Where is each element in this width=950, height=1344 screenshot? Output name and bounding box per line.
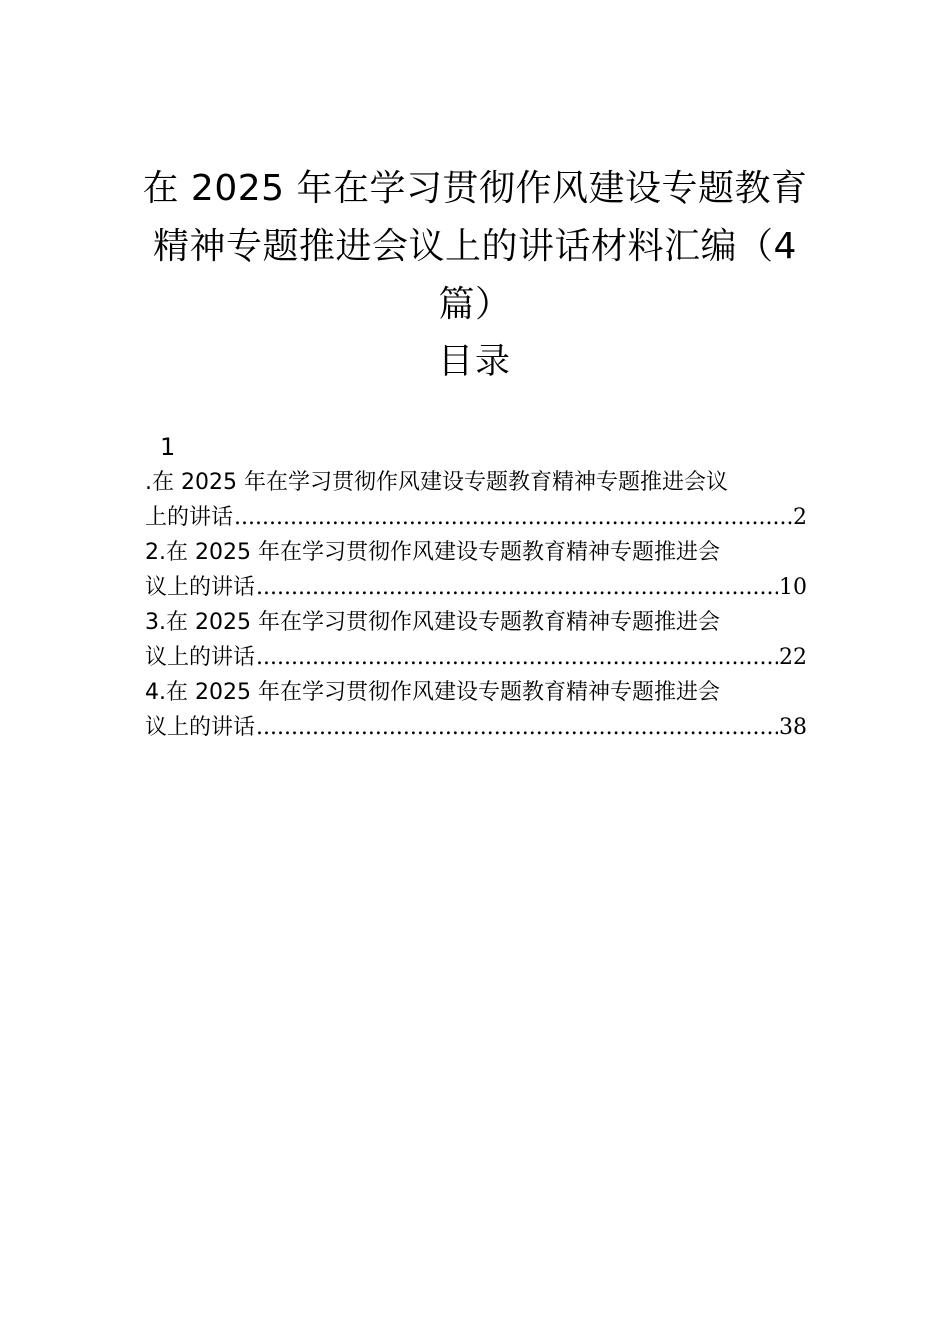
toc-page-number: 38: [779, 715, 807, 740]
toc-dot-leader: [256, 570, 778, 605]
toc-page-number: 22: [779, 645, 807, 670]
toc-entry-number: 1: [160, 433, 176, 461]
toc-page-number: 10: [779, 575, 807, 600]
toc-entry-title: .在 2025 年在学习贯彻作风建设专题教育精神专题推进会议: [145, 470, 728, 495]
toc-dot-leader: [256, 710, 778, 745]
toc-entry-1[interactable]: [145, 465, 807, 535]
toc-entry-title-continued: 议上的讲话: [145, 715, 256, 740]
toc-entry-title-continued: 议上的讲话: [145, 575, 256, 600]
toc-heading: 目录: [437, 342, 512, 382]
toc-entry-title-continued: 议上的讲话: [145, 645, 256, 670]
toc-entry-2[interactable]: [145, 535, 807, 605]
toc-dot-leader: [256, 640, 778, 675]
table-of-contents: [145, 430, 807, 745]
toc-entry-3[interactable]: [145, 605, 807, 675]
toc-entry-title: 2.在 2025 年在学习贯彻作风建设专题教育精神专题推进会: [145, 540, 720, 565]
toc-entry-title-continued: 上的讲话: [145, 505, 234, 530]
document-title: 在 2025 年在学习贯彻作风建设专题教育精神专题推进会议上的讲话材料汇编（4 篇）: [142, 168, 808, 325]
toc-dot-leader: [234, 500, 792, 535]
toc-entry-4[interactable]: [145, 675, 807, 745]
toc-entry-title: 4.在 2025 年在学习贯彻作风建设专题教育精神专题推进会: [145, 680, 720, 705]
toc-entry-title: 3.在 2025 年在学习贯彻作风建设专题教育精神专题推进会: [145, 610, 720, 635]
toc-page-number: 2: [793, 505, 807, 530]
